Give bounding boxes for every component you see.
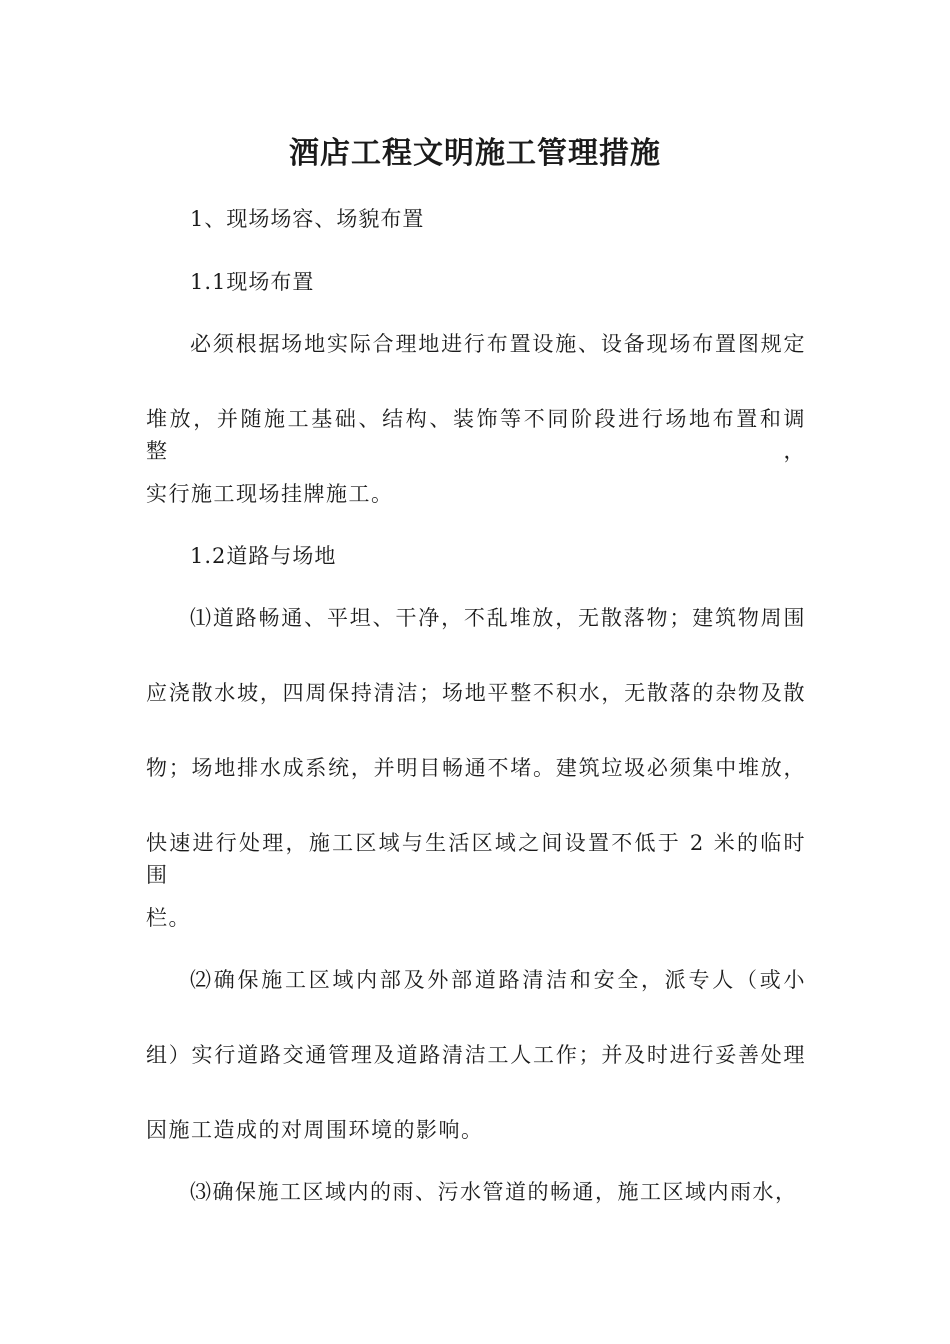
paragraph-line: 必须根据场地实际合理地进行布置设施、设备现场布置图规定 — [190, 332, 806, 356]
document-title: 酒店工程文明施工管理措施 — [289, 136, 661, 171]
section-1-heading: 1、现场场容、场貌布置 — [190, 207, 425, 231]
paragraph-line: 组）实行道路交通管理及道路清洁工人工作；并及时进行妥善处理 — [146, 1043, 806, 1067]
paragraph-line: 因施工造成的对周围环境的影响。 — [146, 1118, 484, 1142]
paragraph-line: 堆放，并随施工基础、结构、装饰等不同阶段进行场地布置和调整， — [146, 407, 806, 463]
section-1-2-heading: 1.2道路与场地 — [190, 544, 337, 568]
paragraph-line: 实行施工现场挂牌施工。 — [146, 482, 394, 506]
section-1-1-heading: 1.1现场布置 — [190, 270, 315, 294]
paragraph-line: 快速进行处理，施工区域与生活区域之间设置不低于 2 米的临时围 — [146, 831, 806, 887]
paragraph-line: 应浇散水坡，四周保持清洁；场地平整不积水，无散落的杂物及散 — [146, 681, 806, 705]
paragraph-line: 物；场地排水成系统，并明目畅通不堵。建筑垃圾必须集中堆放， — [146, 756, 806, 780]
paragraph-line: ⑴道路畅通、平坦、干净，不乱堆放，无散落物；建筑物周围 — [190, 606, 806, 630]
paragraph-line: 栏。 — [146, 906, 191, 930]
paragraph-line: ⑶确保施工区域内的雨、污水管道的畅通，施工区域内雨水， — [190, 1180, 798, 1204]
paragraph-line: ⑵确保施工区域内部及外部道路清洁和安全，派专人（或小 — [190, 968, 806, 992]
